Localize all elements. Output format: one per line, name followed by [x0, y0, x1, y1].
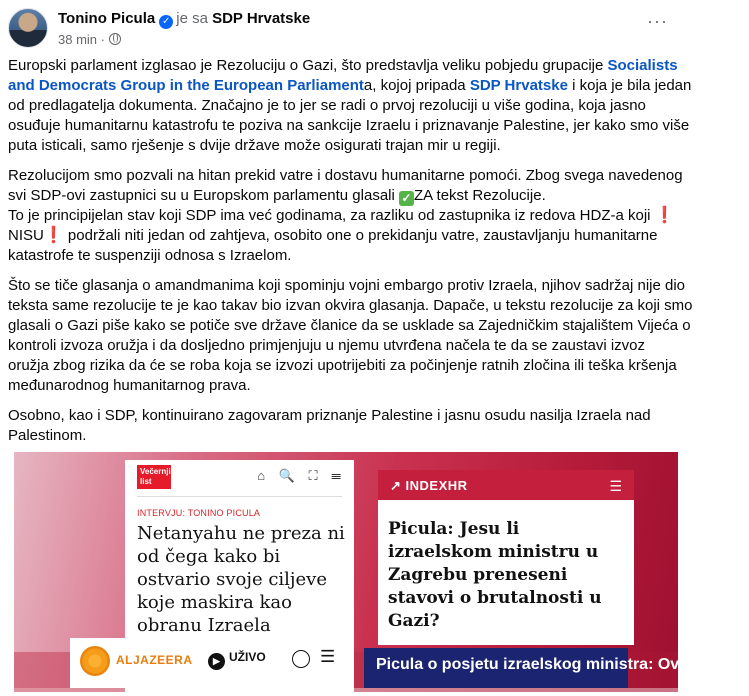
- paragraph-4: [8, 406, 678, 446]
- p2-line-2a: svi SDP-ovi zastupnici su u Europskom parlamentu glasali: [8, 187, 400, 204]
- verified-badge-icon: ✓: [159, 15, 173, 29]
- p1-text-3: i koja je bila jedan: [567, 77, 692, 94]
- play-icon: ▶: [208, 653, 225, 670]
- p1-line-4: osuđuje humanitarnu katastrofu te poziva na sankcije Izraelu i priznavanje Palestine, jer kako smo više: [8, 117, 690, 134]
- avatar[interactable]: [8, 8, 48, 48]
- meta-separator: ·: [100, 32, 105, 47]
- paragraph-1: [8, 56, 692, 156]
- globe-icon[interactable]: [109, 33, 121, 45]
- author-name[interactable]: Tonino Picula: [58, 10, 156, 27]
- p1-line-3: od predlagatelja dokumenta. Značajno je to jer se radi o prvoj rezoluciji u više godina, koja jasno: [8, 97, 646, 114]
- group-name[interactable]: SDP Hrvatske: [212, 10, 311, 27]
- index-menu-icon: ☰: [609, 478, 622, 494]
- vecernji-headline: Netanyahu ne preza ni od čega kako bi ostvario svoje ciljeve koje maskira kao obranu Izraela: [137, 523, 345, 636]
- with-text: je sa: [176, 10, 208, 27]
- post-body: [8, 56, 693, 456]
- index-headline: Picula: Jesu li izraelskom ministru u Zagrebu preneseni stavovi o brutalnosti u Gazi?: [388, 519, 602, 631]
- index-header-bar: [378, 470, 634, 500]
- user-icon: [292, 650, 310, 668]
- aljazeera-menu-icon: ☰: [320, 647, 336, 666]
- post-image[interactable]: [14, 452, 749, 688]
- p3-line-1: Što se tiče glasanja o amandmanima koji spominju vojni embargo protiv Izraela, njihov sadržaj nije dio: [8, 277, 686, 294]
- link-sd-group-2[interactable]: and Democrats Group in the European Parliament: [8, 77, 364, 94]
- aljazeera-name: ALJAZEERA: [116, 653, 193, 667]
- p2-line-3: To je principijelan stav koji SDP ima već godinama, za razliku od zastupnika iz redova HDZ-a koji: [8, 207, 655, 224]
- exclamation-icon: ❗: [654, 207, 675, 224]
- post-time[interactable]: 38 min: [58, 32, 98, 47]
- index-card-2: [364, 648, 749, 688]
- p3-line-2: teksta same rezolucije te je kao takav bio izvan okvira glasanja. Dapače, u tekstu rezolucije za koji smo: [8, 297, 693, 314]
- p1-text-2: a, kojoj pripada: [363, 77, 470, 94]
- exclamation-icon: ❗: [43, 227, 64, 244]
- aljazeera-card: [70, 638, 352, 688]
- p2-line-4b: podržali niti jedan od zahtjeva, osobito one o prekidanju vatre, zaustavljanju humanitarne: [63, 227, 658, 244]
- paragraph-3: [8, 276, 693, 396]
- post-header: [8, 8, 678, 52]
- p3-line-4: kontroli izvoza oružja i da dosljedno primjenjuju u njemu utvrđena načela te da se zaustavi izvoz: [8, 337, 646, 354]
- post-author-line: [58, 10, 310, 29]
- p3-line-3: glasali o Gazi piše kako se potiče sve države članice da se usklade sa Zajedničkim stajalištem Vijeća o: [8, 317, 691, 334]
- p4-line-2: Palestinom.: [8, 427, 87, 444]
- vecernji-logo-line-2: list: [140, 477, 152, 486]
- aljazeera-live: [208, 650, 266, 670]
- post-meta: [58, 32, 121, 47]
- p2-line-5: katastrofe te suspenziji odnosa s Izraelom.: [8, 247, 292, 264]
- index-card: [378, 470, 634, 645]
- check-mark-icon: ✓: [399, 191, 414, 206]
- index-logo: ↗ INDEXHR: [390, 478, 468, 493]
- p3-line-6: međunarodnog humanitarnog prava.: [8, 377, 251, 394]
- more-options-icon[interactable]: ···: [647, 11, 668, 31]
- p2-line-4a: NISU: [8, 227, 44, 244]
- p2-line-1: Rezolucijom smo pozvali na hitan prekid vatre i dostavu humanitarne pomoći. Zbog svega navedenog: [8, 167, 683, 184]
- aljazeera-live-label: UŽIVO: [229, 650, 266, 664]
- p1-text-1: Europski parlament izglasao je Rezoluciju o Gazi, što predstavlja veliku pobjedu grupacije: [8, 57, 608, 74]
- vecernji-logo: [137, 465, 171, 489]
- p4-line-1: Osobno, kao i SDP, kontinuirano zagovaram priznanje Palestine i jasnu osudu nasilja Izraela nad: [8, 407, 651, 424]
- link-sdp-hrvatske[interactable]: SDP Hrvatske: [469, 77, 568, 94]
- vecernji-divider: [137, 496, 342, 497]
- link-sd-group-1[interactable]: Socialists: [607, 57, 678, 74]
- vecernji-kicker: INTERVJU: TONINO PICULA: [137, 508, 261, 518]
- index-headline-2: Picula o posjetu izraelskog ministra: Ova politika: [376, 656, 749, 673]
- aljazeera-logo-icon: [80, 646, 110, 676]
- paragraph-2: [8, 166, 683, 266]
- p3-line-5: oružja zbog rizika da će se roba koja se izvozi upotrijebiti za počinjenje ratnih zločina ili teška kršenja: [8, 357, 677, 374]
- p1-line-5: puta isticali, samo rješenje s dvije države može osigurati trajan mir u regiji.: [8, 137, 501, 154]
- p2-line-2b: ZA tekst Rezolucije.: [414, 187, 546, 204]
- vecernji-toolbar-icons: ⌂ 🔍 ⛶ ☰: [257, 468, 346, 483]
- vecernji-logo-line-1: Večernji: [140, 467, 171, 476]
